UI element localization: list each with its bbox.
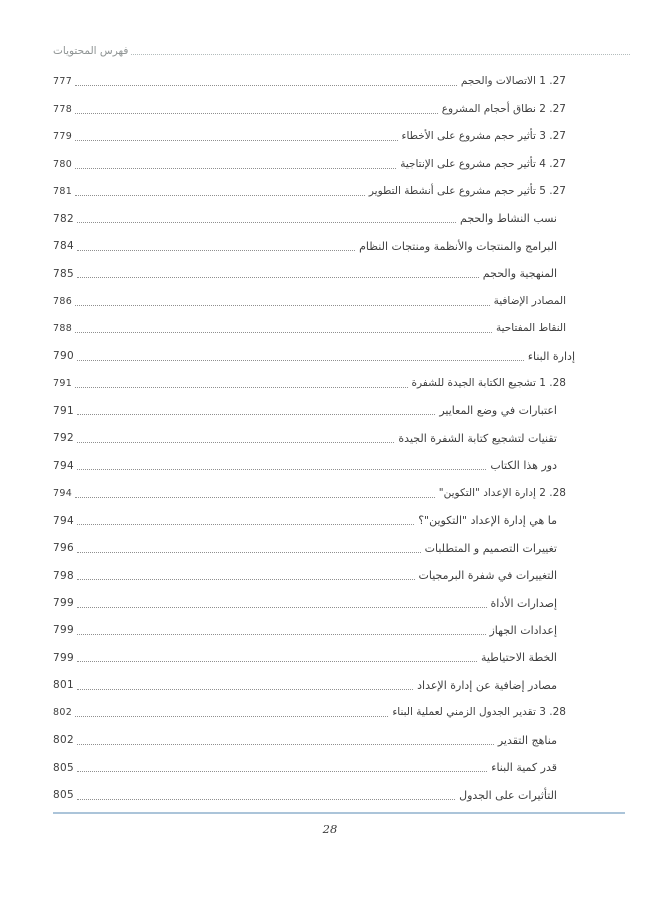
toc-entry[interactable] [53, 95, 630, 122]
toc-page-number: 805 [53, 789, 74, 802]
toc-page-number: 802 [53, 707, 73, 719]
toc-entry-title: دور هذا الكتاب [490, 459, 557, 473]
dot-leader [77, 414, 435, 415]
toc-entry[interactable] [53, 68, 630, 95]
dot-leader [75, 387, 407, 388]
toc-page-number: 791 [53, 404, 74, 417]
dot-leader [75, 140, 397, 141]
toc-page-number: 794 [53, 487, 73, 499]
dot-leader [75, 716, 388, 717]
toc-entry-title: المنهجية والحجم [482, 267, 557, 281]
dot-leader [77, 442, 394, 443]
dot-leader [77, 469, 486, 470]
toc-entry[interactable] [53, 425, 630, 452]
toc-entry[interactable] [53, 178, 630, 205]
toc-entry[interactable] [53, 123, 630, 150]
toc-entry-title: مصادر إضافية عن إدارة الإعداد [417, 678, 557, 692]
dot-leader [77, 250, 355, 251]
toc-entry[interactable] [53, 727, 630, 754]
dot-leader [77, 277, 479, 278]
toc-page-number: 796 [53, 542, 74, 555]
toc-entry[interactable] [53, 644, 630, 671]
toc-page-number: 781 [53, 185, 73, 197]
toc-entry-title: 27. 5 تأثير حجم مشروع على أنشطة التطوير [368, 184, 566, 197]
toc-entry-title: تغييرات التصميم و المتطلبات [424, 541, 557, 555]
toc-entry[interactable] [53, 452, 630, 479]
toc-entry-title: البرامج والمنتجات والأنظمة ومنتجات النظام [359, 239, 557, 253]
toc-entry[interactable] [53, 562, 630, 589]
toc-entry[interactable] [53, 397, 630, 424]
toc-entry-title: قدر كمية البناء [491, 761, 557, 775]
dot-leader [75, 332, 492, 333]
toc-entry-title: مناهج التقدير [497, 733, 557, 747]
toc-page-number: 792 [53, 432, 74, 445]
toc-entry[interactable] [53, 288, 630, 315]
toc-entry-title: التأثيرات على الجدول [459, 788, 557, 802]
toc-header-title: فهرس المحتويات [53, 45, 129, 57]
toc-entry-title: التغييرات في شفرة البرمجيات [418, 569, 557, 583]
toc-page-number: 786 [53, 295, 73, 307]
toc-page-number: 778 [53, 103, 73, 115]
toc-entry-title: 28. 2 إدارة الإعداد "التكوين" [438, 486, 566, 499]
toc-entry[interactable] [53, 672, 630, 699]
dot-leader [77, 634, 486, 635]
dot-leader [77, 799, 455, 800]
toc-entry-title: 27. 2 نطاق أحجام المشروع [441, 102, 566, 115]
toc-entry[interactable] [53, 260, 630, 287]
toc-entry-title: 28. 3 تقدير الجدول الزمني لعملية البناء [392, 706, 566, 719]
toc-page-number: 784 [53, 240, 74, 253]
dot-leader [77, 360, 524, 361]
toc-entry[interactable] [53, 315, 630, 342]
toc-page-number: 788 [53, 323, 73, 335]
toc-entry[interactable] [53, 233, 630, 260]
toc-page-number: 794 [53, 514, 74, 527]
toc-entry[interactable] [53, 150, 630, 177]
toc-page-number: 799 [53, 597, 74, 610]
toc-entry-title: 27. 4 تأثير حجم مشروع على الإنتاجية [400, 157, 566, 170]
dot-leader [77, 744, 494, 745]
footer-page-number: 28 [322, 822, 338, 836]
toc-page-number: 801 [53, 679, 74, 692]
toc-page-number: 798 [53, 569, 74, 582]
dot-leader [75, 195, 365, 196]
toc-page-number: 782 [53, 212, 74, 225]
dot-leader [75, 168, 396, 169]
dot-leader [77, 579, 415, 580]
dot-leader [77, 689, 413, 690]
dot-leader [77, 524, 414, 525]
toc-entry-title: ما هي إدارة الإعداد "التكوين"؟ [418, 514, 557, 528]
toc-page-number: 799 [53, 651, 74, 664]
toc-running-header [53, 44, 630, 58]
dot-leader [77, 222, 456, 223]
toc-entry[interactable] [53, 617, 630, 644]
toc-page-number: 802 [53, 734, 74, 747]
toc-entry-title: اعتبارات في وضع المعايير [439, 404, 557, 418]
toc-entry-title: نسب النشاط والحجم [460, 212, 557, 226]
toc-entry[interactable] [53, 754, 630, 781]
toc-list [53, 68, 630, 809]
toc-entry-title: المصادر الإضافية [493, 294, 566, 307]
toc-entry-title: إدارة البناء [527, 349, 575, 363]
dot-leader [131, 54, 630, 55]
footer-rule [53, 812, 625, 814]
toc-page-number: 779 [53, 131, 73, 143]
dot-leader [75, 113, 438, 114]
toc-entry[interactable] [53, 699, 630, 726]
dot-leader [77, 607, 487, 608]
dot-leader [75, 305, 490, 306]
toc-entry[interactable] [53, 534, 630, 561]
toc-page-number: 805 [53, 761, 74, 774]
toc-entry[interactable] [53, 342, 630, 369]
toc-entry[interactable] [53, 205, 630, 232]
toc-entry[interactable] [53, 781, 630, 808]
dot-leader [77, 661, 477, 662]
toc-page-number: 790 [53, 350, 74, 363]
dot-leader [75, 497, 435, 498]
toc-page-number: 780 [53, 158, 73, 170]
toc-entry-title: إصدارات الأداة [490, 596, 557, 610]
toc-entry[interactable] [53, 370, 630, 397]
toc-entry[interactable] [53, 480, 630, 507]
toc-page-number: 791 [53, 378, 73, 390]
toc-entry-title: تقنيات لتشجيع كتابة الشفرة الجيدة [398, 431, 557, 445]
toc-entry[interactable] [53, 507, 630, 534]
dot-leader [77, 771, 487, 772]
toc-entry-title: الخطة الاحتياطية [480, 651, 557, 665]
toc-entry[interactable] [53, 589, 630, 616]
toc-entry-title: 27. 3 تأثير حجم مشروع على الأخطاء [401, 130, 566, 143]
toc-entry-title: إعدادات الجهاز [489, 623, 557, 637]
toc-page-number: 799 [53, 624, 74, 637]
toc-page-number: 777 [53, 76, 73, 88]
toc-entry-title: 28. 1 تشجيع الكتابة الجيدة للشفرة [411, 377, 566, 390]
toc-page-number: 785 [53, 267, 74, 280]
dot-leader [77, 552, 421, 553]
toc-entry-title: النقاط المفتاحية [496, 322, 566, 335]
toc-page-number: 794 [53, 459, 74, 472]
toc-entry-title: 27. 1 الاتصالات والحجم [460, 75, 566, 88]
dot-leader [75, 85, 457, 86]
